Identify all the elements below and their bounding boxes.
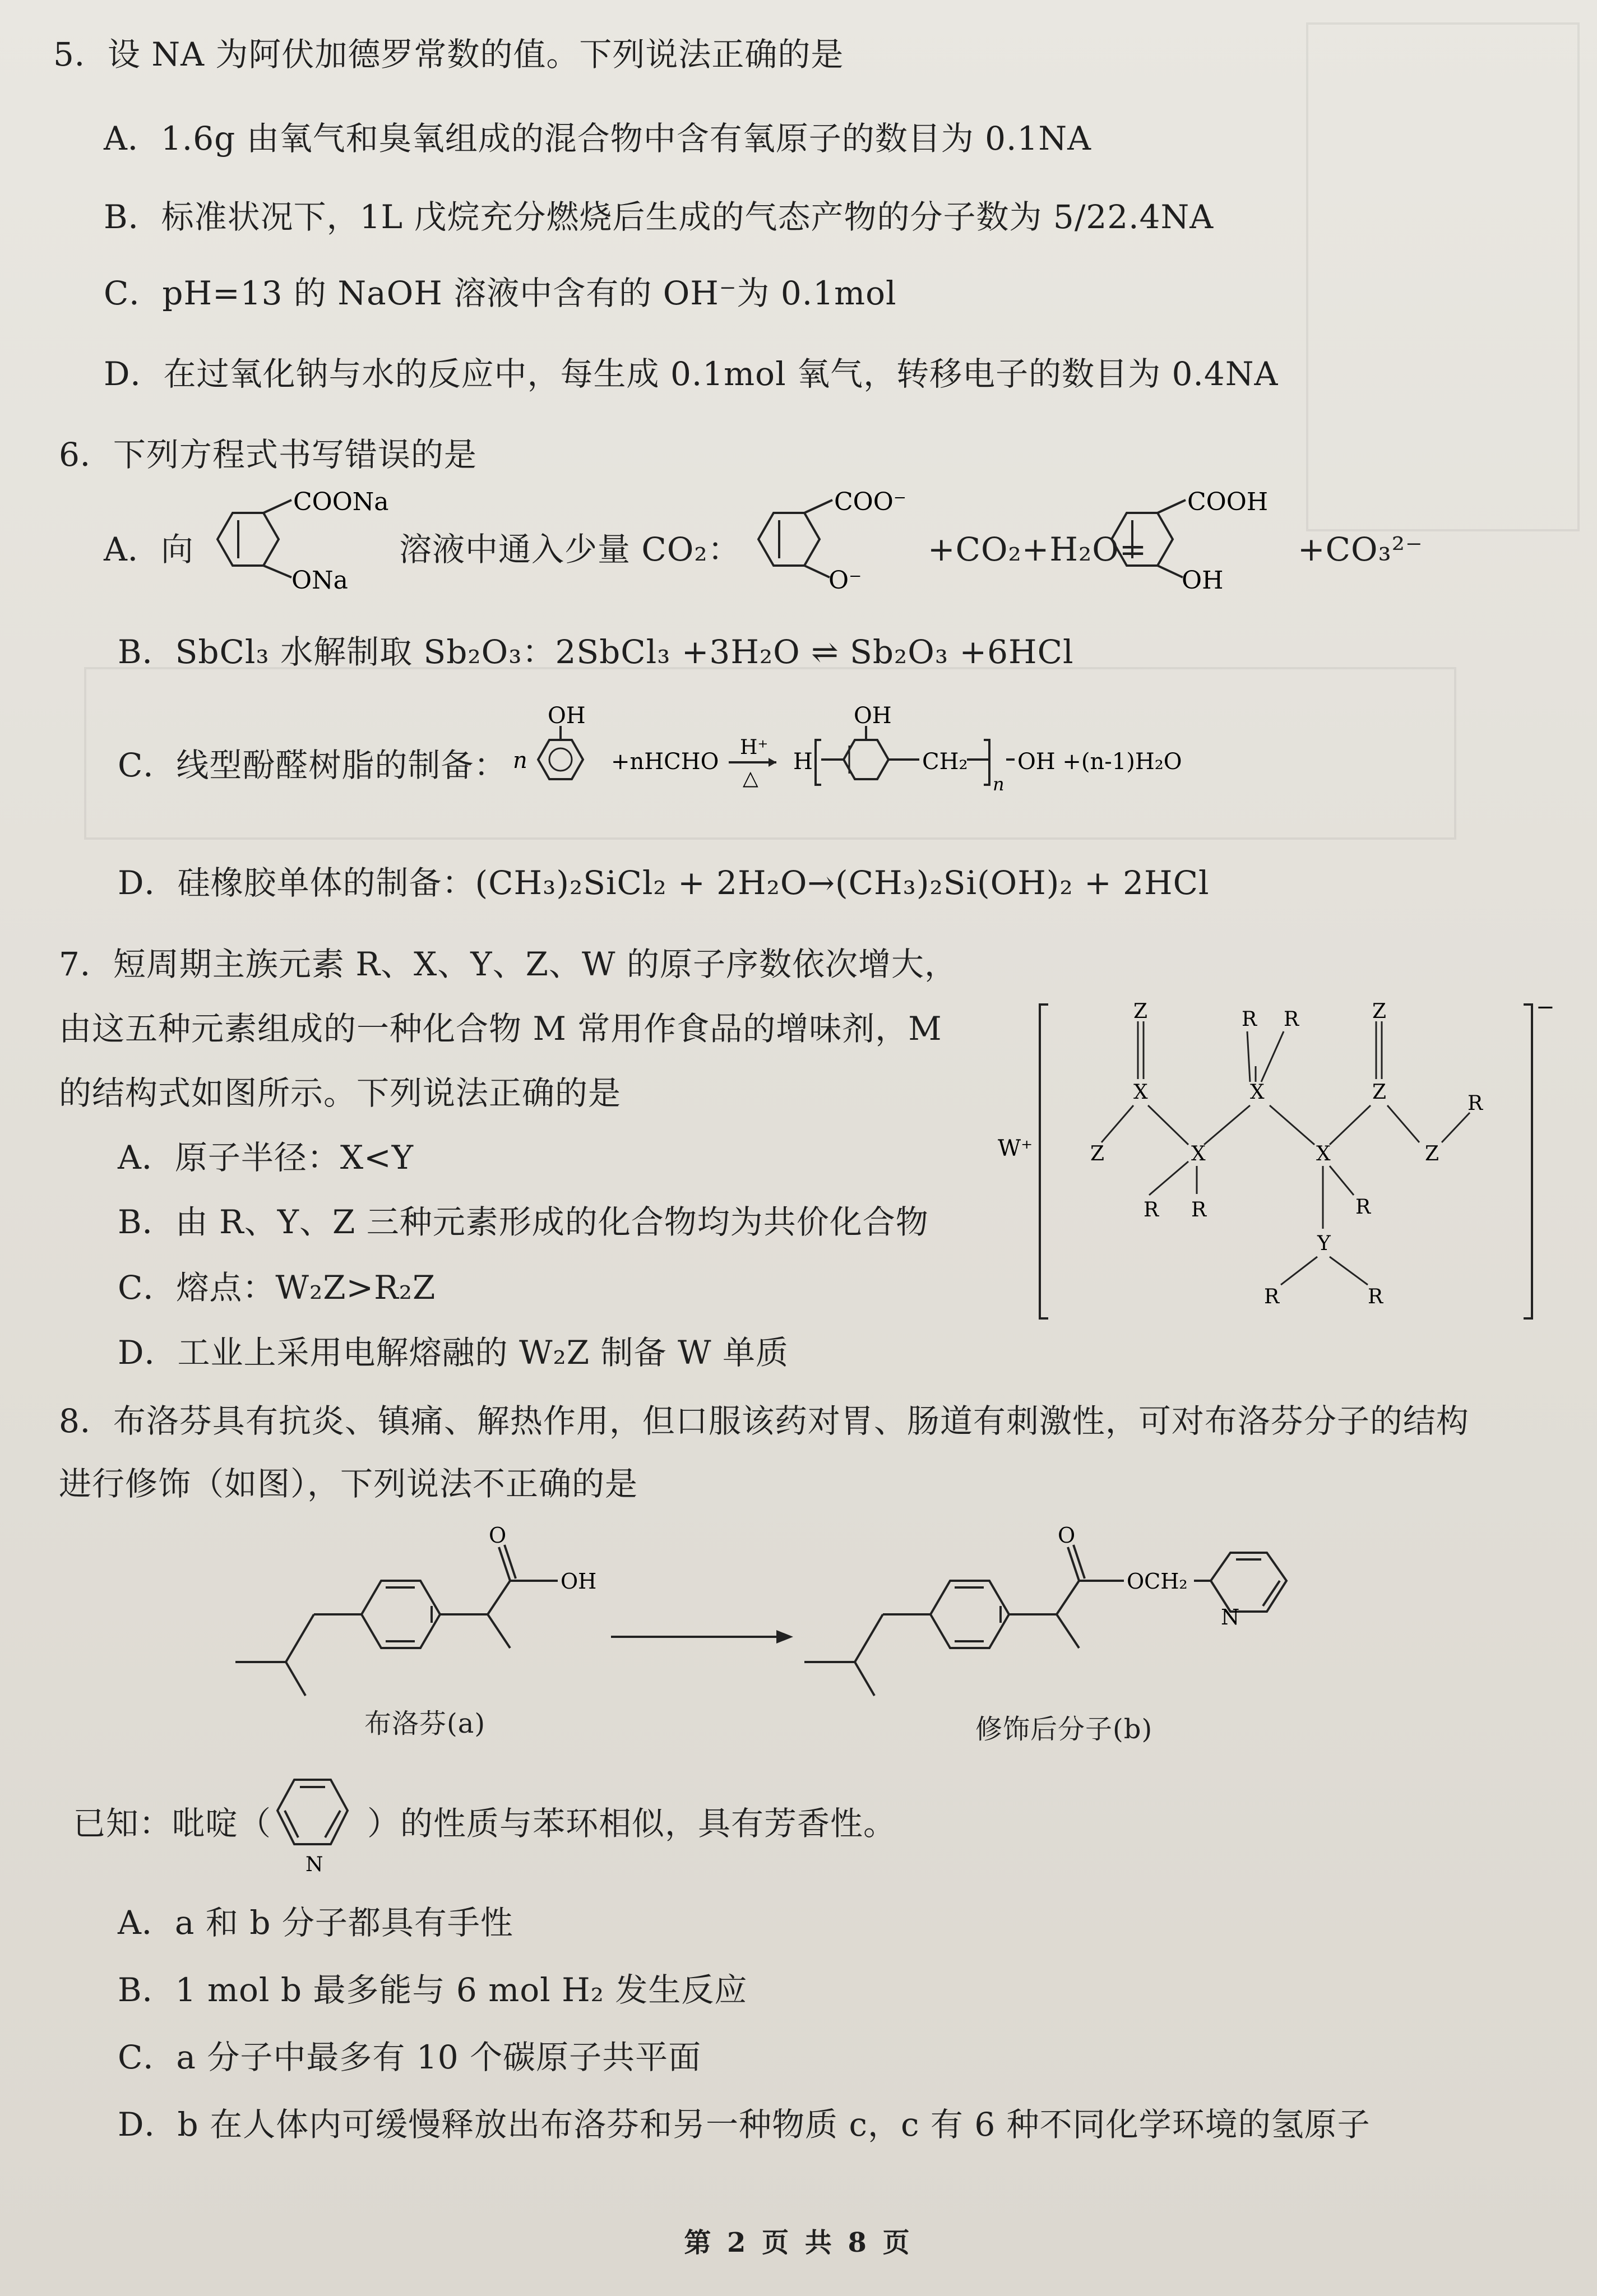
atom-r: R [1264, 1285, 1280, 1308]
phenol-oh: OH [548, 703, 586, 729]
equation-tail: OH +(n-1)H₂O [1017, 749, 1182, 775]
phenoxide-group: O⁻ [828, 566, 862, 595]
ester-carbonyl-o: O [1058, 1523, 1076, 1548]
resin-oh: OH [854, 703, 892, 729]
q5-option-a: A．1.6g 由氧气和臭氧组成的混合物中含有氧原子的数目为 0.1NA [104, 119, 1092, 158]
pyridine-note-post: ）的性质与苯环相似，具有芳香性。 [367, 1804, 897, 1843]
q8-option-a: A．a 和 b 分子都具有手性 [118, 1904, 513, 1942]
q8-option-d: D．b 在人体内可缓慢释放出布洛芬和另一种物质 c，c 有 6 种不同化学环境的氢原子 [118, 2105, 1371, 2144]
repeat-n: n [993, 774, 1005, 795]
q6-stem: 6．下列方程式书写错误的是 [59, 436, 477, 474]
q7-stem-line2: 由这五种元素组成的一种化合物 M 常用作食品的增味剂，M [59, 1010, 942, 1048]
q7-option-a: A．原子半径：X<Y [118, 1138, 414, 1177]
carboxylate-na-group: COONa [293, 488, 389, 516]
q8-stem-line1: 8．布洛芬具有抗炎、镇痛、解热作用，但口服该药对胃、肠道有刺激性，可对布洛芬分子的结构 [59, 1402, 1469, 1440]
atom-r: R [1191, 1198, 1207, 1221]
anion-charge: − [1536, 994, 1555, 1020]
salicylic-acid-structure [1093, 488, 1278, 608]
coefficient-n: n [513, 748, 527, 774]
atom-z: Z [1372, 1081, 1387, 1104]
pyridine-structure [263, 1766, 364, 1886]
acid-oh: OH [561, 1569, 597, 1594]
atom-z: Z [1133, 1000, 1148, 1023]
ibuprofen-structure [224, 1519, 617, 1729]
atom-x: X [1191, 1142, 1206, 1165]
end-group-h: H [793, 749, 813, 775]
ibuprofen-caption: 布洛芬(a) [364, 1708, 486, 1739]
atom-r: R [1468, 1092, 1483, 1115]
q5-option-c: C．pH=13 的 NaOH 溶液中含有的 OH⁻为 0.1mol [104, 274, 897, 312]
atom-r: R [1242, 1008, 1257, 1031]
q7-stem-line3: 的结构式如图所示。下列说法正确的是 [59, 1074, 622, 1112]
q6-option-a-label: A．向 [104, 530, 194, 568]
carbonyl-o: O [489, 1523, 507, 1548]
q8-option-c: C．a 分子中最多有 10 个碳原子共平面 [118, 2038, 702, 2076]
q8-option-b: B．1 mol b 最多能与 6 mol H₂ 发生反应 [118, 1971, 748, 2009]
atom-r: R [1144, 1198, 1159, 1221]
hydroxyl-group: OH [1182, 566, 1224, 595]
q6-option-a-tail: +CO₃²⁻ [1298, 530, 1423, 568]
carboxylic-acid-group: COOH [1187, 488, 1269, 516]
q6-option-d: D．硅橡胶单体的制备：(CH₃)₂SiCl₂ + 2H₂O→(CH₃)₂Si(OH)₂ + 2HCl [118, 864, 1210, 902]
catalyst-label: H⁺ [740, 736, 769, 759]
pyridine-n: N [1221, 1605, 1240, 1630]
page-number-footer: 第 2 页 共 8 页 [684, 2227, 913, 2258]
q6-option-a-middle: 溶液中通入少量 CO₂： [399, 530, 741, 568]
ester-och2: OCH₂ [1127, 1569, 1188, 1594]
atom-x: X [1133, 1081, 1148, 1104]
atom-z: Z [1372, 1000, 1387, 1023]
q5-option-b: B．标准状况下，1L 戊烷充分燃烧后生成的气态产物的分子数为 5/22.4NA [104, 198, 1214, 236]
pyridine-note-pre: 已知：吡啶（ [73, 1804, 272, 1843]
carboxylate-group: COO⁻ [834, 488, 907, 516]
atom-z: Z [1425, 1142, 1439, 1165]
q7-stem-line1: 7．短周期主族元素 R、X、Y、Z、W 的原子序数依次增大， [59, 945, 957, 983]
pyridine-nitrogen: N [305, 1853, 323, 1876]
atom-r: R [1355, 1196, 1371, 1219]
phenoxide-na-group: ONa [291, 566, 348, 595]
formaldehyde-reagent: +nHCHO [611, 749, 719, 775]
modified-ibuprofen-structure [793, 1519, 1354, 1729]
compound-m-structure [987, 994, 1555, 1325]
q6-option-b: B．SbCl₃ 水解制取 Sb₂O₃：2SbCl₃ +3H₂O ⇌ Sb₂O₃ +6HCl [118, 633, 1074, 671]
heat-symbol: △ [743, 767, 758, 790]
atom-z: Z [1090, 1142, 1105, 1165]
atom-r: R [1284, 1008, 1299, 1031]
atom-x: X [1250, 1081, 1265, 1104]
phenol-resin-equation [507, 701, 1236, 815]
q7-option-c: C．熔点：W₂Z>R₂Z [118, 1269, 436, 1307]
atom-r: R [1368, 1285, 1383, 1308]
q8-stem-line2: 进行修饰（如图），下列说法不正确的是 [59, 1465, 638, 1503]
q7-option-b: B．由 R、Y、Z 三种元素形成的化合物均为共价化合物 [118, 1203, 929, 1241]
q5-option-d: D．在过氧化钠与水的反应中，每生成 0.1mol 氧气，转移电子的数目为 0.4NA [104, 355, 1279, 393]
modification-arrow [608, 1626, 804, 1650]
bleed-through-frame [1306, 22, 1580, 531]
modified-molecule-caption: 修饰后分子(b) [975, 1714, 1153, 1745]
atom-x: X [1316, 1142, 1331, 1165]
q7-option-d: D．工业上采用电解熔融的 W₂Z 制备 W 单质 [118, 1334, 789, 1372]
sodium-salicylate-structure [199, 488, 389, 608]
salicylate-dianion-structure [740, 488, 908, 608]
cation-w: W⁺ [998, 1136, 1033, 1161]
q6-option-c-label: C．线型酚醛树脂的制备： [118, 746, 507, 784]
q6-option-a-plus: +CO₂+H₂O= [928, 530, 1147, 568]
methylene-group: CH₂ [922, 749, 968, 775]
q5-stem: 5．设 NA 为阿伏加德罗常数的值。下列说法正确的是 [53, 35, 844, 73]
atom-y: Y [1317, 1232, 1331, 1255]
